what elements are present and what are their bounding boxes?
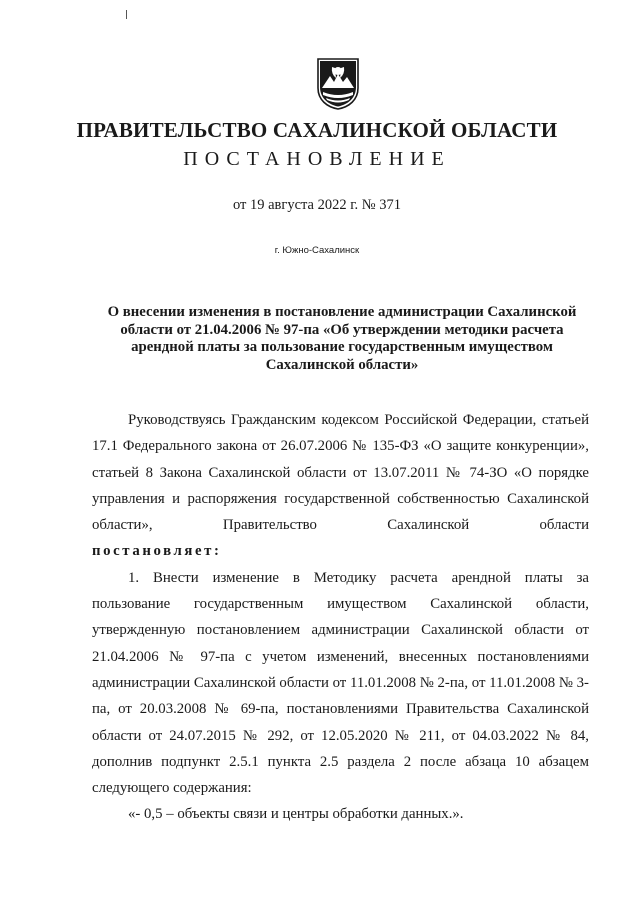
- item-1-paragraph: 1. Внести изменение в Методику расчета арендной платы за пользование государственным имуществом Сахалинской области, утвержденную постановлением администрации Сахалинской области от 21.04.2006 № 97-па с учетом изменений, внесенных постановлениями администрации Сахалинской области от 11.01.2008 № 2-па, от 11.01.2008 № 3-па, от 20.03.2008 № 69-па, постановлениями Правительства Сахалинской области от 24.07.2015 № 292, от 12.05.2020 № 211, от 04.03.2022 № 84, дополнив подпункт 2.5.1 пункта 2.5 раздела 2 после абзаца 10 абзацем следующего содержания:: [92, 569, 589, 797]
- resolves-word: постановляет:: [92, 543, 222, 560]
- title-line: О внесении изменения в постановление администрации Сахалинской: [107, 304, 577, 320]
- title-line: области от 21.04.2006 № 97-па «Об утверждении методики расчета: [120, 321, 564, 338]
- intro-paragraph: Руководствуясь Гражданским кодексом Российской Федерации, статьей 17.1 Федерального закона от 26.07.2006 № 135-ФЗ «О защите конкуренции», статьей 8 Закона Сахалинской области от 13.07.2011 № 74-ЗО «О порядке управления и распоряжения государственной собственностью Сахалинской области», Правительство Сахалинской области: [92, 412, 589, 534]
- date-and-number: от 19 августа 2022 г. № 371: [232, 197, 402, 213]
- scan-mark: [126, 10, 127, 19]
- sakhalin-coat-of-arms-icon: [316, 58, 360, 110]
- document-body: [92, 407, 589, 828]
- document-title: [100, 304, 584, 374]
- title-line: арендной платы за пользование государственным имуществом: [131, 339, 553, 355]
- city-name: г. Южно-Сахалинск: [274, 245, 360, 256]
- government-name: ПРАВИТЕЛЬСТВО САХАЛИНСКОЙ ОБЛАСТИ: [76, 118, 558, 142]
- title-line: Сахалинской области»: [265, 356, 419, 373]
- document-type: ПОСТАНОВЛЕНИЕ: [183, 148, 451, 170]
- quoted-text: «- 0,5 – объекты связи и центры обработки данных.».: [128, 806, 464, 823]
